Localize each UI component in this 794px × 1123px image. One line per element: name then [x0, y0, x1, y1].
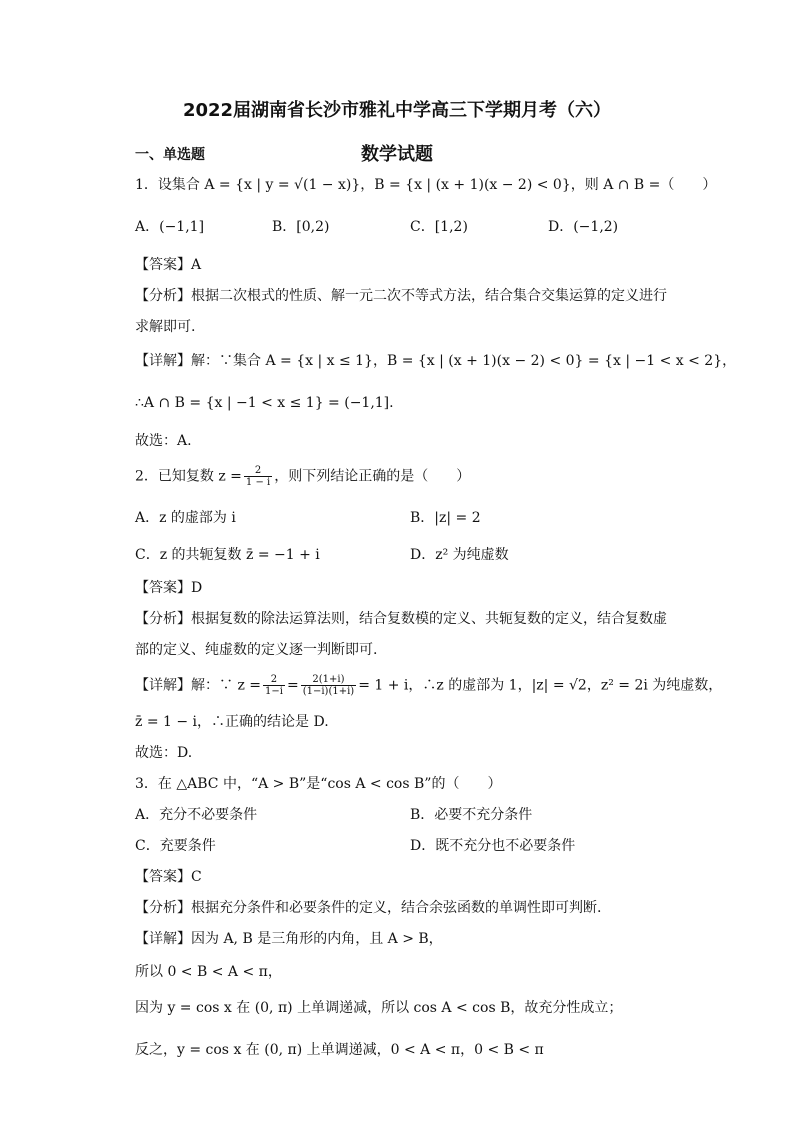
q2-stem-post: ，则下列结论正确的是（ ） [274, 468, 471, 485]
q2-analysis-line2: 部的定义、纯虚数的定义逐一判断即可. [135, 642, 378, 658]
q2-detail-post: = 1 + i，∴z 的虚部为 1，|z| = √2，z² = 2i 为纯虚数， [358, 677, 723, 694]
exam-title: 2022届湖南省长沙市雅礼中学高三下学期月考（六） [182, 100, 612, 121]
q3-option-b: B．必要不充分条件 [410, 807, 533, 823]
q1-analysis-line1: 【分析】根据二次根式的性质、解一元二次不等式方法，结合集合交集运算的定义进行 [135, 288, 667, 304]
q3-option-c: C．充要条件 [135, 838, 216, 854]
q1-option-d: D．(−1,2) [548, 219, 619, 235]
q3-detail-line2: 所以 0 < B < A < π， [135, 964, 282, 980]
q1-option-c: C．[1,2) [410, 219, 468, 235]
q2-detail-f1-num: 2 [263, 674, 285, 686]
q2-detail-f2-den: (1−i)(1+i) [302, 686, 355, 697]
q2-option-c: C．z 的共轭复数 z̄ = −1 + i [135, 547, 320, 563]
q2-detail-fraction-1 [263, 674, 285, 697]
q3-option-d: D．既不充分也不必要条件 [410, 838, 576, 854]
q2-detail-line2: z̄ = 1 − i，∴正确的结论是 D. [135, 714, 329, 730]
q2-detail-f1-den: 1−i [265, 686, 283, 697]
q2-detail-f2-num: 2(1+i) [301, 674, 356, 686]
q1-choose: 故选：A. [135, 433, 192, 449]
q2-option-a: A．z 的虚部为 i [135, 510, 236, 526]
q3-option-a: A．充分不必要条件 [135, 807, 258, 823]
q3-answer: 【答案】C [135, 869, 202, 885]
q2-option-d: D．z² 为纯虚数 [410, 547, 509, 563]
q1-stem: 1．设集合 A = {x | y = √(1 − x)}，B = {x | (x + 1)(x − 2) < 0}，则 A ∩ B =（ ） [135, 177, 717, 193]
q1-detail-line1: 【详解】解：∵集合 A = {x | x ≤ 1}，B = {x | (x + 1)(x − 2) < 0} = {x | −1 < x < 2}， [135, 353, 737, 369]
q2-frac-num: 2 [244, 465, 272, 477]
q2-choose: 故选：D. [135, 745, 193, 761]
q2-option-b: B．|z| = 2 [410, 510, 481, 526]
q2-stem-pre: 2．已知复数 z = [135, 468, 242, 485]
exam-subtitle: 数学试题 [361, 144, 433, 165]
q2-stem [135, 465, 470, 488]
q1-option-a: A．(−1,1] [135, 219, 205, 235]
q3-detail-line3: 因为 y = cos x 在 (0, π) 上单调递减，所以 cos A < cos B，故充分性成立； [135, 1000, 623, 1016]
q3-detail-line1: 【详解】因为 A, B 是三角形的内角，且 A > B， [135, 931, 443, 947]
q1-analysis-line2: 求解即可. [135, 319, 196, 335]
q3-detail-line4: 反之，y = cos x 在 (0, π) 上单调递减，0 < A < π，0 < B < π [135, 1042, 544, 1058]
q2-detail-fraction-2 [301, 674, 356, 697]
q3-analysis: 【分析】根据充分条件和必要条件的定义，结合余弦函数的单调性即可判断. [135, 900, 602, 916]
q2-fraction [244, 465, 272, 488]
q1-answer: 【答案】A [135, 257, 202, 273]
q2-frac-den: 1 − i [245, 477, 271, 488]
q3-stem: 3．在 △ABC 中，“A > B”是“cos A < cos B”的（ ） [135, 776, 502, 792]
q1-detail-line2: ∴A ∩ B = {x | −1 < x ≤ 1} = (−1,1]. [135, 395, 394, 411]
q2-analysis-line1: 【分析】根据复数的除法运算法则，结合复数模的定义、共轭复数的定义，结合复数虚 [135, 611, 667, 627]
q2-detail-line1: 【详解】解：∵ z = $\frac{2}{1-i}$ = $\frac{2(1+i)}{(1-i)(1+i)}$ = 1 + i，∴z 的虚部为 1，|z| = √2，z² = 2i 为纯虚数， [135, 674, 723, 697]
q2-answer: 【答案】D [135, 580, 203, 596]
section-heading: 一、单选题 [135, 147, 205, 163]
q1-option-b: B．[0,2) [272, 219, 330, 235]
q2-detail-pre: 【详解】解：∵ z = [135, 677, 262, 694]
